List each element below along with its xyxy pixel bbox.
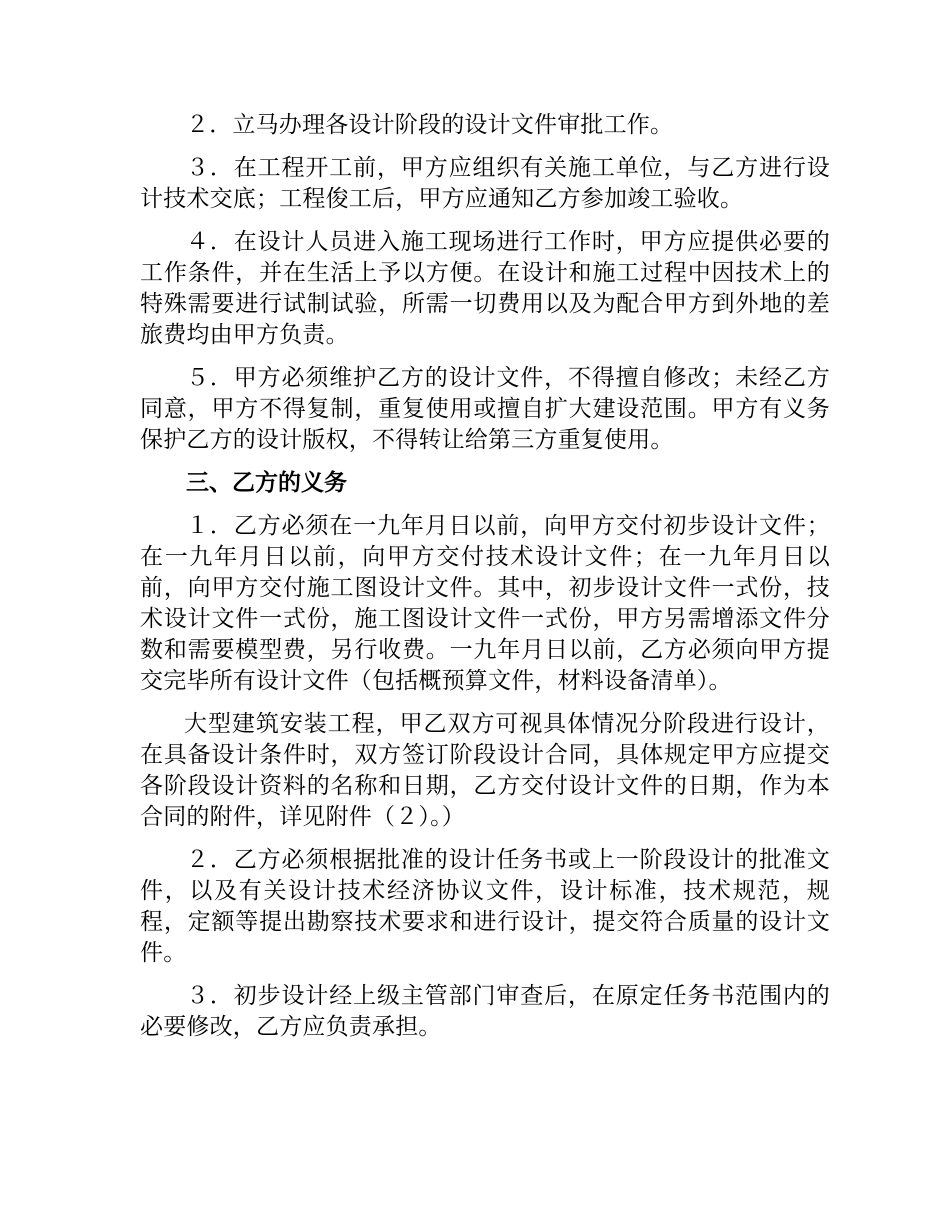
clause-party-b-3: ３．初步设计经上级主管部门审查后，在原定任务书范围内的必要修改，乙方应负责承担。 <box>140 983 830 1040</box>
clause-party-a-5: ５．甲方必须维护乙方的设计文件，不得擅自修改；未经乙方同意，甲方不得复制，重复使用或擅自扩大建设范围。甲方有义务保护乙方的设计版权，不得转让给第三方重复使用。 <box>140 365 830 453</box>
document-body <box>140 110 830 1055</box>
clause-party-b-note: 大型建筑安装工程，甲乙双方可视具体情况分阶段进行设计，在具备设计条件时，双方签订阶段设计合同，具体规定甲方应提交各阶段设计资料的名称和日期，乙方交付设计文件的日期，作为本合同的附件，详见附件（２）。） <box>140 711 830 830</box>
clause-party-a-2: ２．立马办理各设计阶段的设计文件审批工作。 <box>186 112 674 138</box>
clause-party-a-3: ３．在工程开工前，甲方应组织有关施工单位，与乙方进行设计技术交底；工程俊工后，甲方应通知乙方参加竣工验收。 <box>140 155 830 212</box>
section-heading-party-b-obligations: 三、乙方的义务 <box>186 470 347 496</box>
clause-party-a-4: ４．在设计人员进入施工现场进行工作时，甲方应提供必要的工作条件，并在生活上予以方便。在设计和施工过程中因技术上的特殊需要进行试制试验，所需一切费用以及为配合甲方到外地的差旅费均由甲方负责。 <box>140 229 830 348</box>
clause-party-b-2: ２．乙方必须根据批准的设计任务书或上一阶段设计的批准文件，以及有关设计技术经济协议文件，设计标准，技术规范，规程，定额等提出勘察技术要求和进行设计，提交符合质量的设计文件。 <box>140 847 830 966</box>
clause-party-b-1: １．乙方必须在一九年月日以前，向甲方交付初步设计文件；在一九年月日以前，向甲方交付技术设计文件；在一九年月日以前，向甲方交付施工图设计文件。其中，初步设计文件一式份，技术设计文件一式份，施工图设计文件一式份，甲方另需增添文件分数和需要模型费，另行收费。一九年月日以前，乙方必须向甲方提交完毕所有设计文件（包括概预算文件，材料设备清单）。 <box>140 513 830 694</box>
